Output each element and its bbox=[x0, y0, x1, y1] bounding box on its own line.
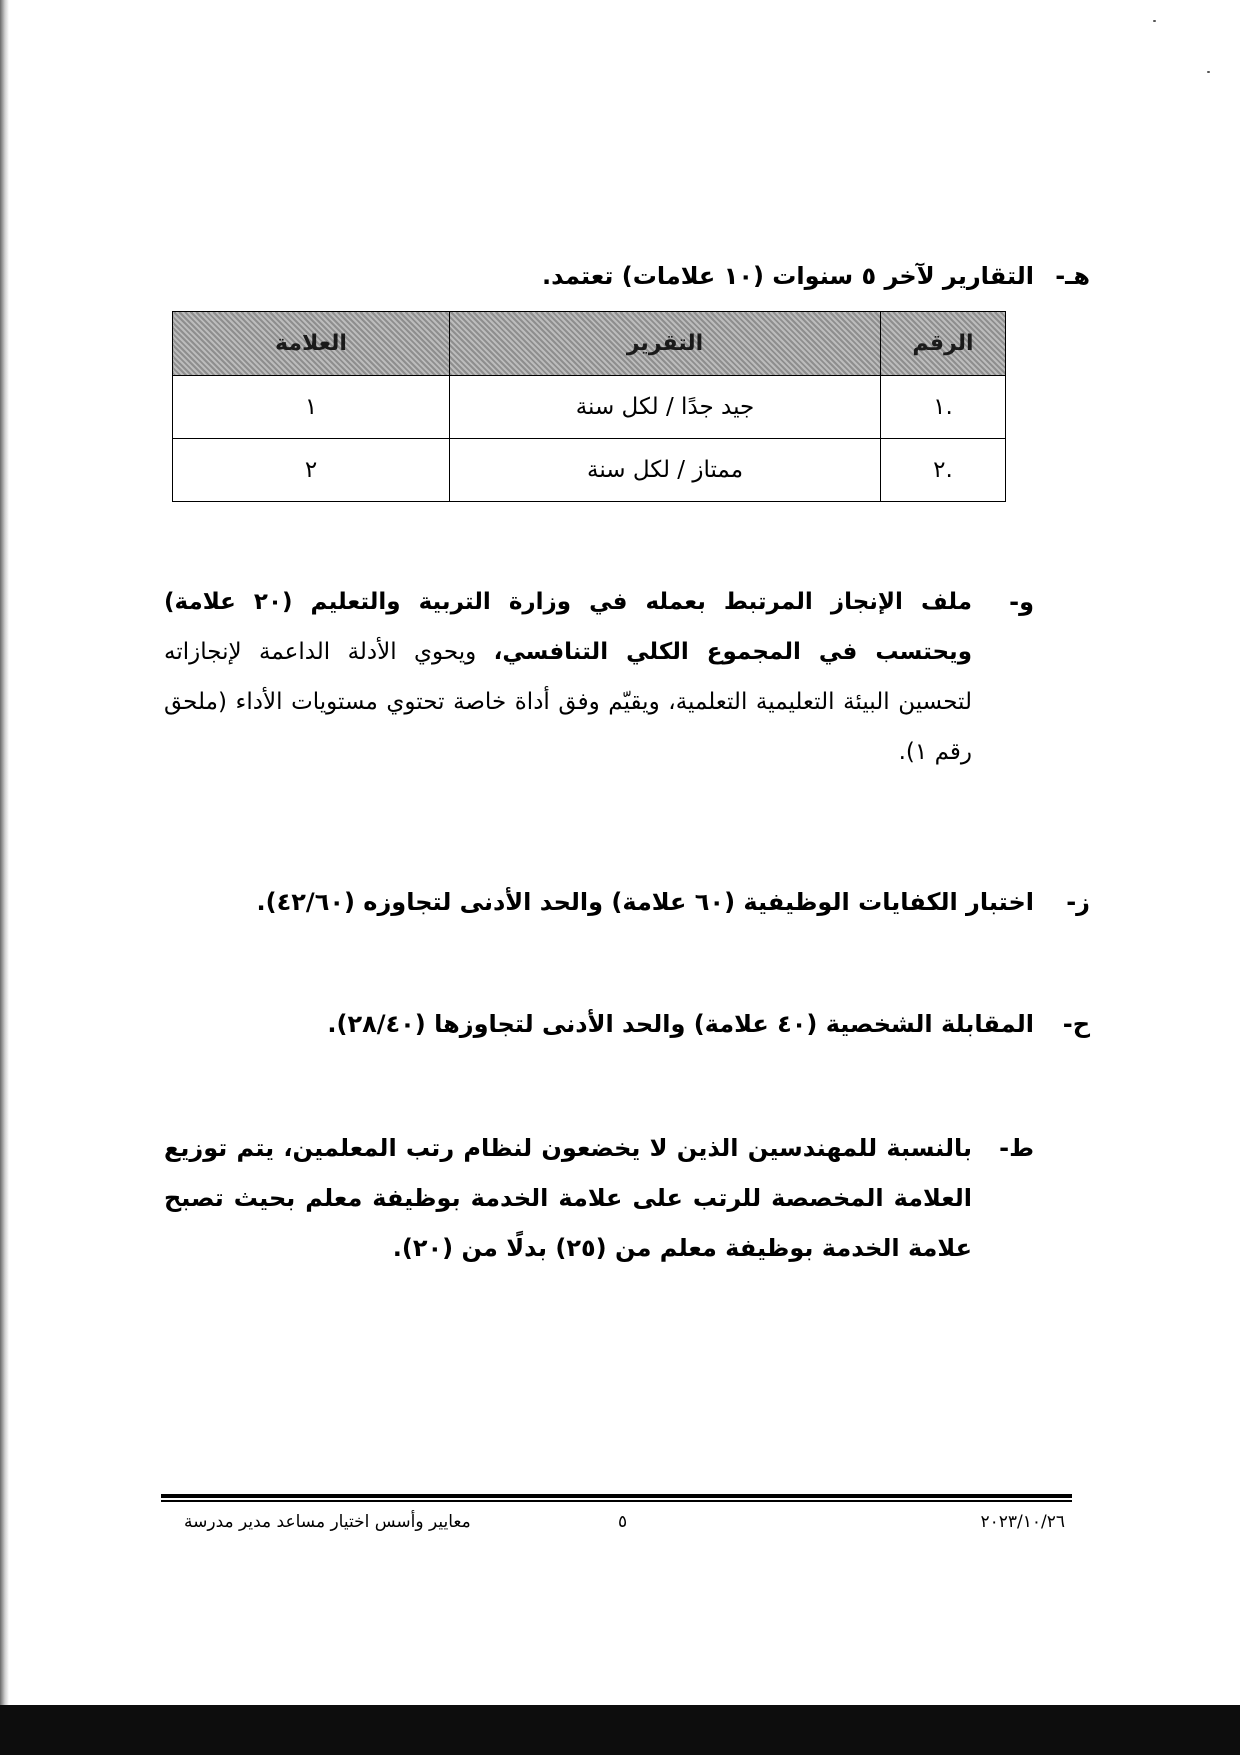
footer-page-number: ٥ bbox=[618, 1512, 628, 1532]
section-h2-line bbox=[327, 1010, 1090, 1038]
footer-document-title: معايير وأسس اختيار مساعد مدير مدرسة bbox=[184, 1512, 471, 1532]
scan-speck bbox=[1207, 71, 1210, 73]
row-report: جيد جدًا / لكل سنة bbox=[450, 376, 881, 439]
scan-edge-shadow bbox=[0, 0, 9, 1705]
header-number: الرقم bbox=[881, 312, 1006, 376]
section-z-text: اختبار الكفايات الوظيفية (٦٠ علامة) والحد الأدنى لتجاوزه (٤٢/٦٠). bbox=[256, 888, 1034, 916]
row-number: .١ bbox=[881, 376, 1006, 439]
row-mark: ٢ bbox=[173, 439, 450, 502]
scan-speck bbox=[1153, 20, 1156, 22]
reports-table bbox=[172, 311, 1006, 502]
section-t-paragraph bbox=[164, 1123, 1034, 1273]
section-h-letter: هـ- bbox=[1055, 262, 1090, 290]
section-t-text: بالنسبة للمهندسين الذين لا يخضعون لنظام رتب المعلمين، يتم توزيع العلامة المخصصة للرتب على علامة الخدمة بوظيفة معلم بحيث تصبح علامة الخدمة بوظيفة معلم من (٢٥) بدلًا من (٢٠). bbox=[164, 1134, 972, 1262]
table-row bbox=[173, 439, 1006, 502]
section-t-letter: ط- bbox=[999, 1134, 1034, 1162]
row-number: .٢ bbox=[881, 439, 1006, 502]
section-h-text: التقارير لآخر ٥ سنوات (١٠ علامات) تعتمد. bbox=[541, 262, 1034, 290]
section-w-text: ويحوي الأدلة الداعمة لإنجازاته لتحسين البيئة التعليمية التعلمية، ويقيّم وفق أداة خاصة تحتوي مستويات الأداء (ملحق رقم ١). bbox=[164, 639, 972, 765]
section-h2-text: المقابلة الشخصية (٤٠ علامة) والحد الأدنى لتجاوزها (٢٨/٤٠). bbox=[327, 1010, 1034, 1038]
footer-rule bbox=[161, 1500, 1072, 1502]
header-mark: العلامة bbox=[173, 312, 450, 376]
section-w-letter: و- bbox=[1009, 588, 1034, 616]
table-header-row bbox=[173, 312, 1006, 376]
row-report: ممتاز / لكل سنة bbox=[450, 439, 881, 502]
section-w-bold-text: ملف الإنجاز المرتبط بعمله في وزارة التربية والتعليم (٢٠ علامة) ويحتسب في المجموع الكلي التنافسي، bbox=[164, 589, 972, 665]
section-w-paragraph bbox=[164, 577, 1034, 777]
table-row bbox=[173, 376, 1006, 439]
section-h2-letter: ح- bbox=[1062, 1010, 1090, 1038]
row-mark: ١ bbox=[173, 376, 450, 439]
section-z-letter: ز- bbox=[1066, 888, 1090, 916]
section-z-line bbox=[256, 888, 1090, 916]
footer-date: ٢٠٢٣/١٠/٢٦ bbox=[980, 1512, 1065, 1532]
footer-rule bbox=[161, 1494, 1072, 1498]
section-h-heading bbox=[541, 262, 1090, 290]
scan-bottom-border bbox=[0, 1705, 1240, 1755]
header-report: التقرير bbox=[450, 312, 881, 376]
